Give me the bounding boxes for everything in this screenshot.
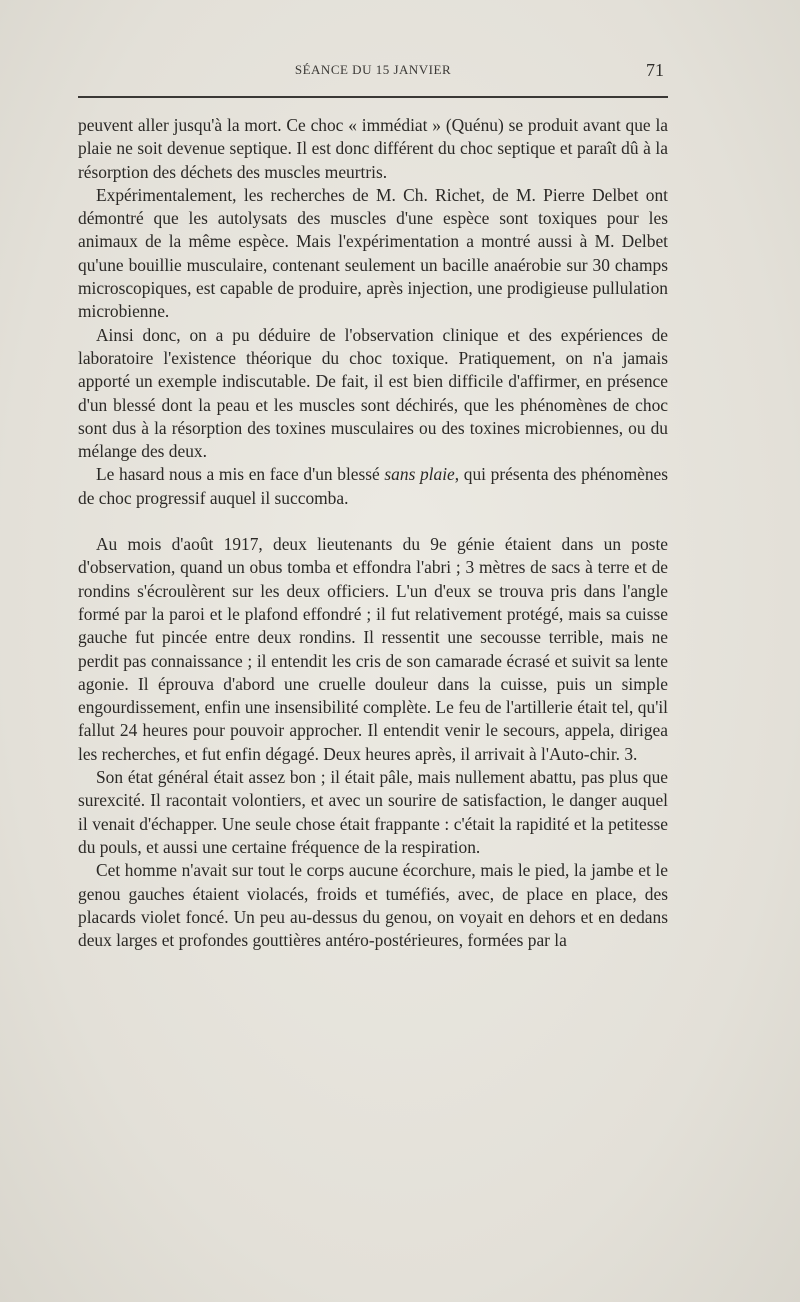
paragraph: Son état général était assez bon ; il était pâle, mais nullement abattu, pas plus que surexcité. Il racontait volontiers, et avec un sourire de satisfaction, le danger auquel il venait d'échapper. Une seule chose était frappante : c'était la rapidité et la petitesse du pouls, et aussi une certaine fréquence de la respiration. <box>78 767 668 857</box>
header-rule <box>78 96 668 98</box>
italic-phrase: sans plaie <box>384 464 455 485</box>
paragraph-text: Le hasard nous a mis en face d'un blessé <box>96 464 385 485</box>
paragraph: Cet homme n'avait sur tout le corps aucune écorchure, mais le pied, la jambe et le genou gauches étaient violacés, froids et tuméfiés, avec, de place en place, des placards violet foncé. Un peu au-dessus du genou, on voyait en dehors et en dedans deux larges et profondes gouttières antéro-postérieures, formées par la <box>78 860 668 951</box>
paragraph <box>78 463 668 510</box>
running-head: SÉANCE DU 15 JANVIER <box>294 62 452 77</box>
paragraph-text: , qui présenta des phénomènes de choc progressif auquel il succomba. <box>78 464 669 508</box>
page-header <box>78 60 668 90</box>
paragraph: peuvent aller jusqu'à la mort. Ce choc « immédiat » (Quénu) se produit avant que la plaie ne soit devenue septique. Il est donc différent du choc septique et paraît dû à la résorption des déchets des muscles meurtris. <box>78 115 668 182</box>
paragraph: Ainsi donc, on a pu déduire de l'observation clinique et des expériences de laboratoire l'existence théorique du choc toxique. Pratiquement, on n'a jamais apporté un exemple indiscutable. De fait, il est bien difficile d'affirmer, en présence d'un blessé dont la peau et les muscles sont déchirés, que les phénomènes de choc sont dus à la résorption des toxines musculaires ou des toxines microbiennes, ou du mélange des deux. <box>78 324 668 462</box>
paragraph: Au mois d'août 1917, deux lieutenants du 9e génie étaient dans un poste d'observation, quand un obus tomba et effondra l'abri ; 3 mètres de sacs à terre et de rondins s'écroulèrent sur les deux officiers. L'un d'eux se trouva pris dans l'angle formé par la paroi et le plafond effondré ; il fut relativement protégé, mais sa cuisse gauche fut pincée entre deux rondins. Il ressentit une secousse terrible, mais ne perdit pas connaissance ; il entendit les cris de son camarade écrasé et suivit sa lente agonie. Il éprouva d'abord une cruelle douleur dans la cuisse, puis un simple engourdissement, enfin une insensibilité complète. Le feu de l'artillerie était tel, qu'il fallut 24 heures pour pouvoir approcher. Il entendit venir le secours, appela, dirigea les recherches, et fut enfin dégagé. Deux heures après, il arrivait à l'Auto-chir. 3. <box>78 534 668 764</box>
body-text <box>78 114 668 952</box>
paragraph: Expérimentalement, les recherches de M. Ch. Richet, de M. Pierre Delbet ont démontré que les autolysats des muscles d'une espèce sont toxiques pour les animaux de la même espèce. Mais l'expérimentation a montré aussi à M. Delbet qu'une bouillie musculaire, contenant seulement un bacille anaérobie sur 30 champs microscopiques, est capable de produire, après injection, une prodigieuse pullulation microbienne. <box>78 184 668 322</box>
page-number: 71 <box>646 60 664 80</box>
